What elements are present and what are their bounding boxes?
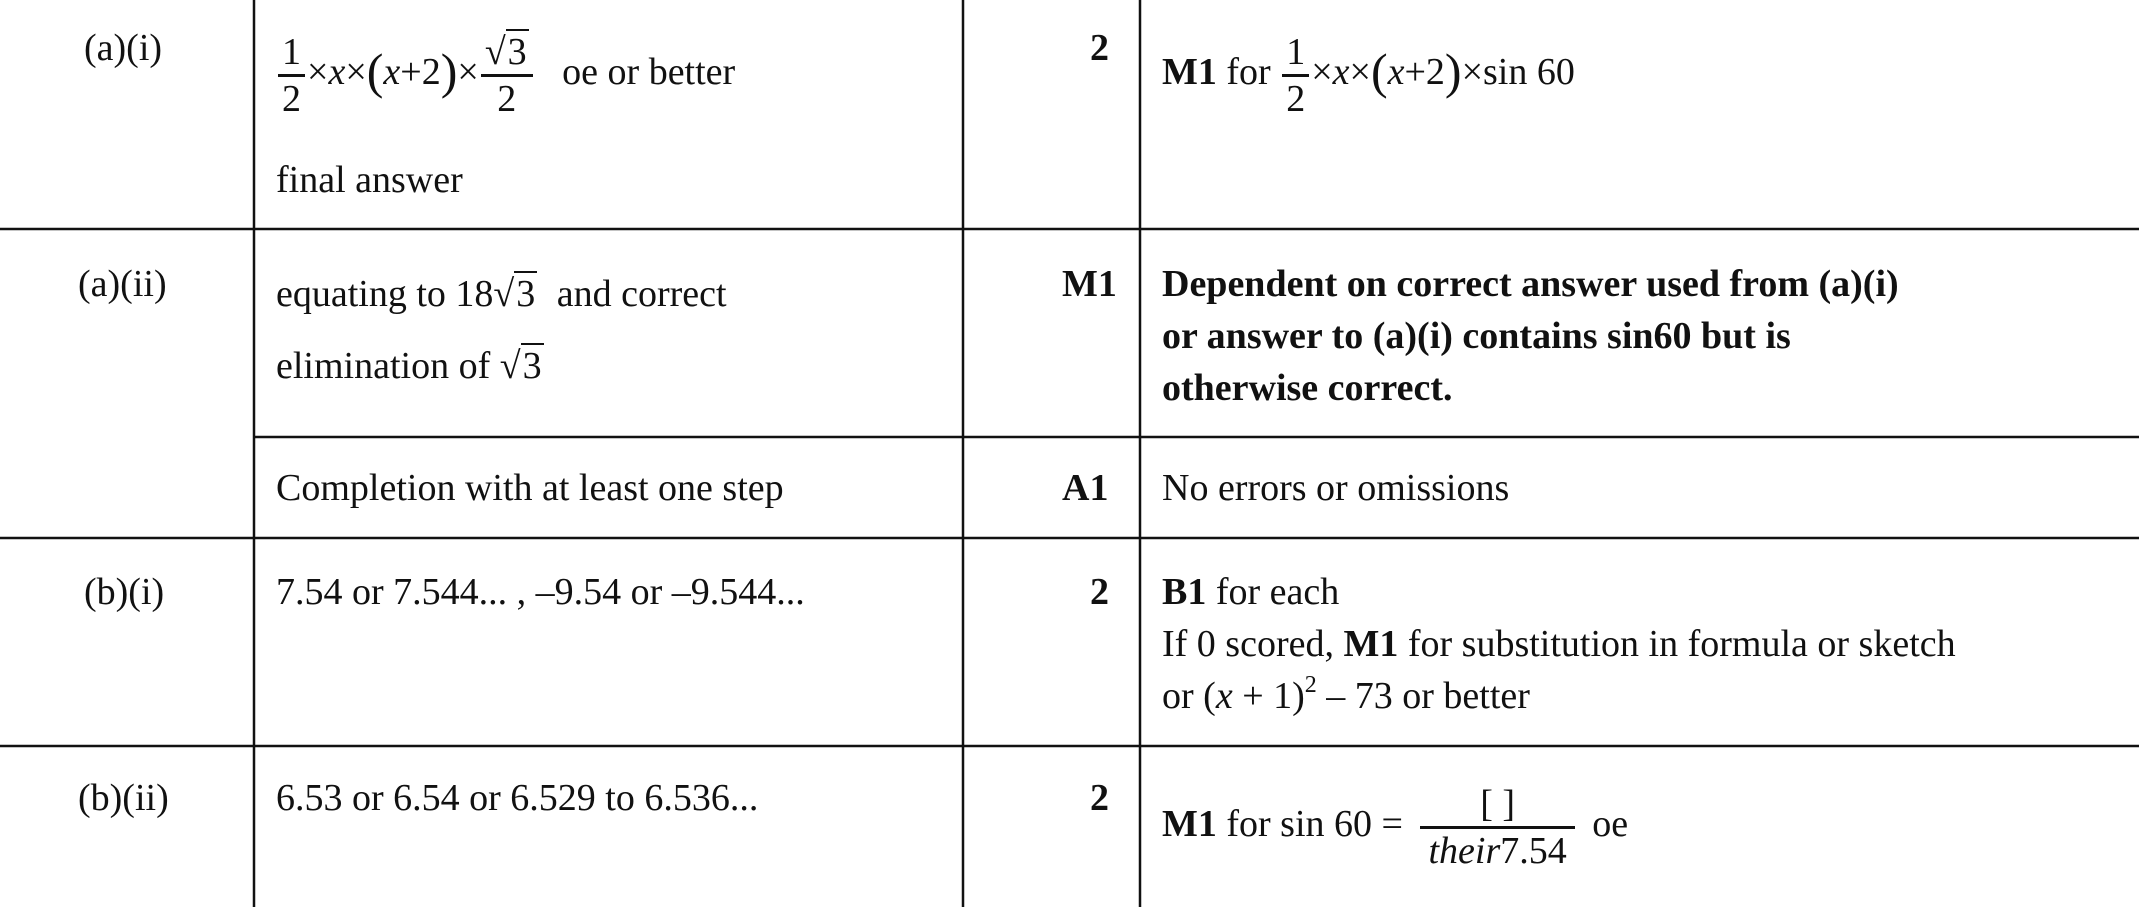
part-label: (b)(ii) bbox=[78, 777, 169, 819]
mark: M1 bbox=[1062, 263, 1117, 305]
mark: 2 bbox=[1090, 777, 1109, 819]
answer-text: Completion with at least one step bbox=[276, 467, 784, 509]
guidance-line: B1 for each bbox=[1162, 571, 1340, 613]
part-label: (b)(i) bbox=[84, 571, 165, 613]
mark: 2 bbox=[1090, 571, 1109, 613]
guidance-line: otherwise correct. bbox=[1162, 367, 1453, 409]
mark: 2 bbox=[1090, 27, 1109, 69]
guidance: M1 for sin 60 = $\frac{[ ]}{\text{their7.54}}$ oe bbox=[1162, 783, 1629, 872]
part-label: (a)(i) bbox=[84, 27, 163, 69]
guidance-line: If 0 scored, M1 for substitution in formula or sketch bbox=[1162, 623, 1956, 665]
answer-expression: $\frac{1}{2}$ ×x×(x+2)× $\frac{√3}{2}$ oe or better bbox=[276, 30, 735, 121]
answer-line: equating to 18√3 and correct bbox=[276, 273, 727, 315]
guidance-text: No errors or omissions bbox=[1162, 467, 1510, 509]
part-label: (a)(ii) bbox=[78, 263, 167, 305]
answer-note: final answer bbox=[276, 159, 463, 201]
answer-text: 7.54 or 7.544... , –9.54 or –9.544... bbox=[276, 571, 805, 613]
guidance-line: or answer to (a)(i) contains sin60 but is bbox=[1162, 315, 1791, 357]
guidance-line: Dependent on correct answer used from (a)(i) bbox=[1162, 263, 1899, 305]
guidance: M1 for $\frac{1}{2}$ ×x×(x+2)×sin 60 bbox=[1162, 31, 1575, 120]
mark: A1 bbox=[1062, 467, 1109, 509]
answer-text: 6.53 or 6.54 or 6.529 to 6.536... bbox=[276, 777, 759, 819]
answer-line: elimination of √3 bbox=[276, 345, 542, 387]
guidance-line: or $(x + 1)^2 - 73$ or better bbox=[1162, 672, 1530, 717]
